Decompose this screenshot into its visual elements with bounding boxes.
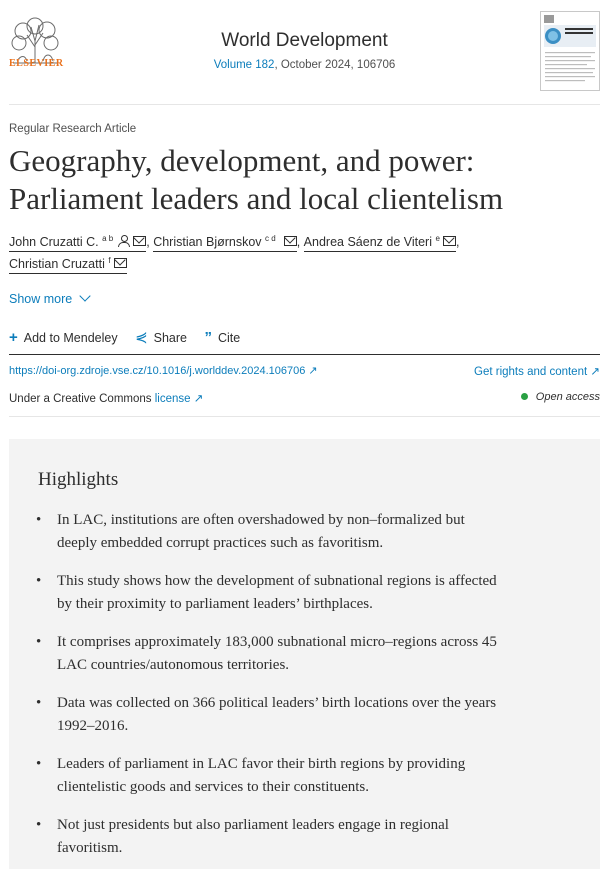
author-link-2[interactable]: Christian Bjørnskov $^{c d}$ xyxy=(153,231,297,252)
cite-button[interactable]: ” Cite xyxy=(204,329,241,346)
meta-divider xyxy=(9,416,600,417)
highlights-list xyxy=(36,509,506,875)
share-button[interactable]: ⋞ Share xyxy=(135,329,187,346)
person-icon xyxy=(118,235,130,247)
email-icon xyxy=(114,258,127,268)
license-line: Under a Creative Commons license ↗ xyxy=(9,393,204,405)
email-icon xyxy=(133,236,146,246)
author-link-3[interactable]: Andrea Sáenz de Viteri $^e$ xyxy=(304,231,456,252)
article-actions xyxy=(9,328,254,346)
highlight-item: • In LAC, institutions are often overshadowed by non–formalized but deeply embedded corrupt practices such as favoritism. xyxy=(36,509,506,555)
get-rights-link[interactable]: Get rights and content ↗ xyxy=(474,366,600,378)
highlights-heading: Highlights xyxy=(38,469,119,490)
open-access-dot-icon xyxy=(521,393,528,400)
highlight-item: • This study shows how the development of subnational regions is affected by their proximity to parliament leaders’ birthplaces. xyxy=(36,570,506,616)
highlight-item: • Leaders of parliament in LAC favor their birth regions by providing clientelistic goods and services to their constituents. xyxy=(36,753,506,799)
author-list: John Cruzatti C. $^{a b}$ , Christian Bjørnskov $^{c d}$ , Andrea Sáenz de Viteri $^e$ , Christian Cruzatti $^f$ xyxy=(9,231,599,275)
add-to-mendeley-button[interactable]: + Add to Mendeley xyxy=(9,329,118,346)
highlight-item: • It comprises approximately 183,000 subnational micro–regions across 45 LAC countries/autonomous territories. xyxy=(36,631,506,677)
volume-link[interactable]: Volume 182 xyxy=(213,59,275,71)
open-access-badge: Open access xyxy=(521,391,600,403)
journal-title[interactable]: World Development xyxy=(221,30,388,51)
doi-link[interactable]: https://doi-org.zdroje.vse.cz/10.1016/j.worlddev.2024.106706 ↗ xyxy=(9,365,318,377)
actions-divider xyxy=(9,354,600,355)
article-type: Regular Research Article xyxy=(9,123,137,135)
email-icon xyxy=(443,236,456,246)
issue-info: Volume 182, October 2024, 106706 xyxy=(213,59,396,71)
journal-cover-thumbnail[interactable] xyxy=(540,11,600,91)
header-divider xyxy=(9,104,600,105)
show-more-button[interactable]: Show more xyxy=(9,292,89,306)
email-icon xyxy=(284,236,297,246)
highlight-item: • Data was collected on 366 political leaders’ birth locations over the years 1992–2016. xyxy=(36,692,506,738)
chevron-down-icon xyxy=(80,290,91,301)
article-title: Geography, development, and power: Parliament leaders and local clientelism xyxy=(9,143,504,216)
license-link[interactable]: license ↗ xyxy=(154,393,204,405)
share-icon: ⋞ xyxy=(135,329,148,346)
author-link-4[interactable]: Christian Cruzatti $^f$ xyxy=(9,253,127,274)
plus-icon: + xyxy=(9,329,18,346)
highlight-item: • Not just presidents but also parliament leaders engage in regional favoritism. xyxy=(36,814,506,860)
elsevier-wordmark[interactable]: ELSEVIER xyxy=(9,58,64,69)
highlights-panel xyxy=(9,439,600,869)
author-link-1[interactable]: John Cruzatti C. $^{a b}$ xyxy=(9,231,146,252)
quote-icon: ” xyxy=(204,329,212,346)
